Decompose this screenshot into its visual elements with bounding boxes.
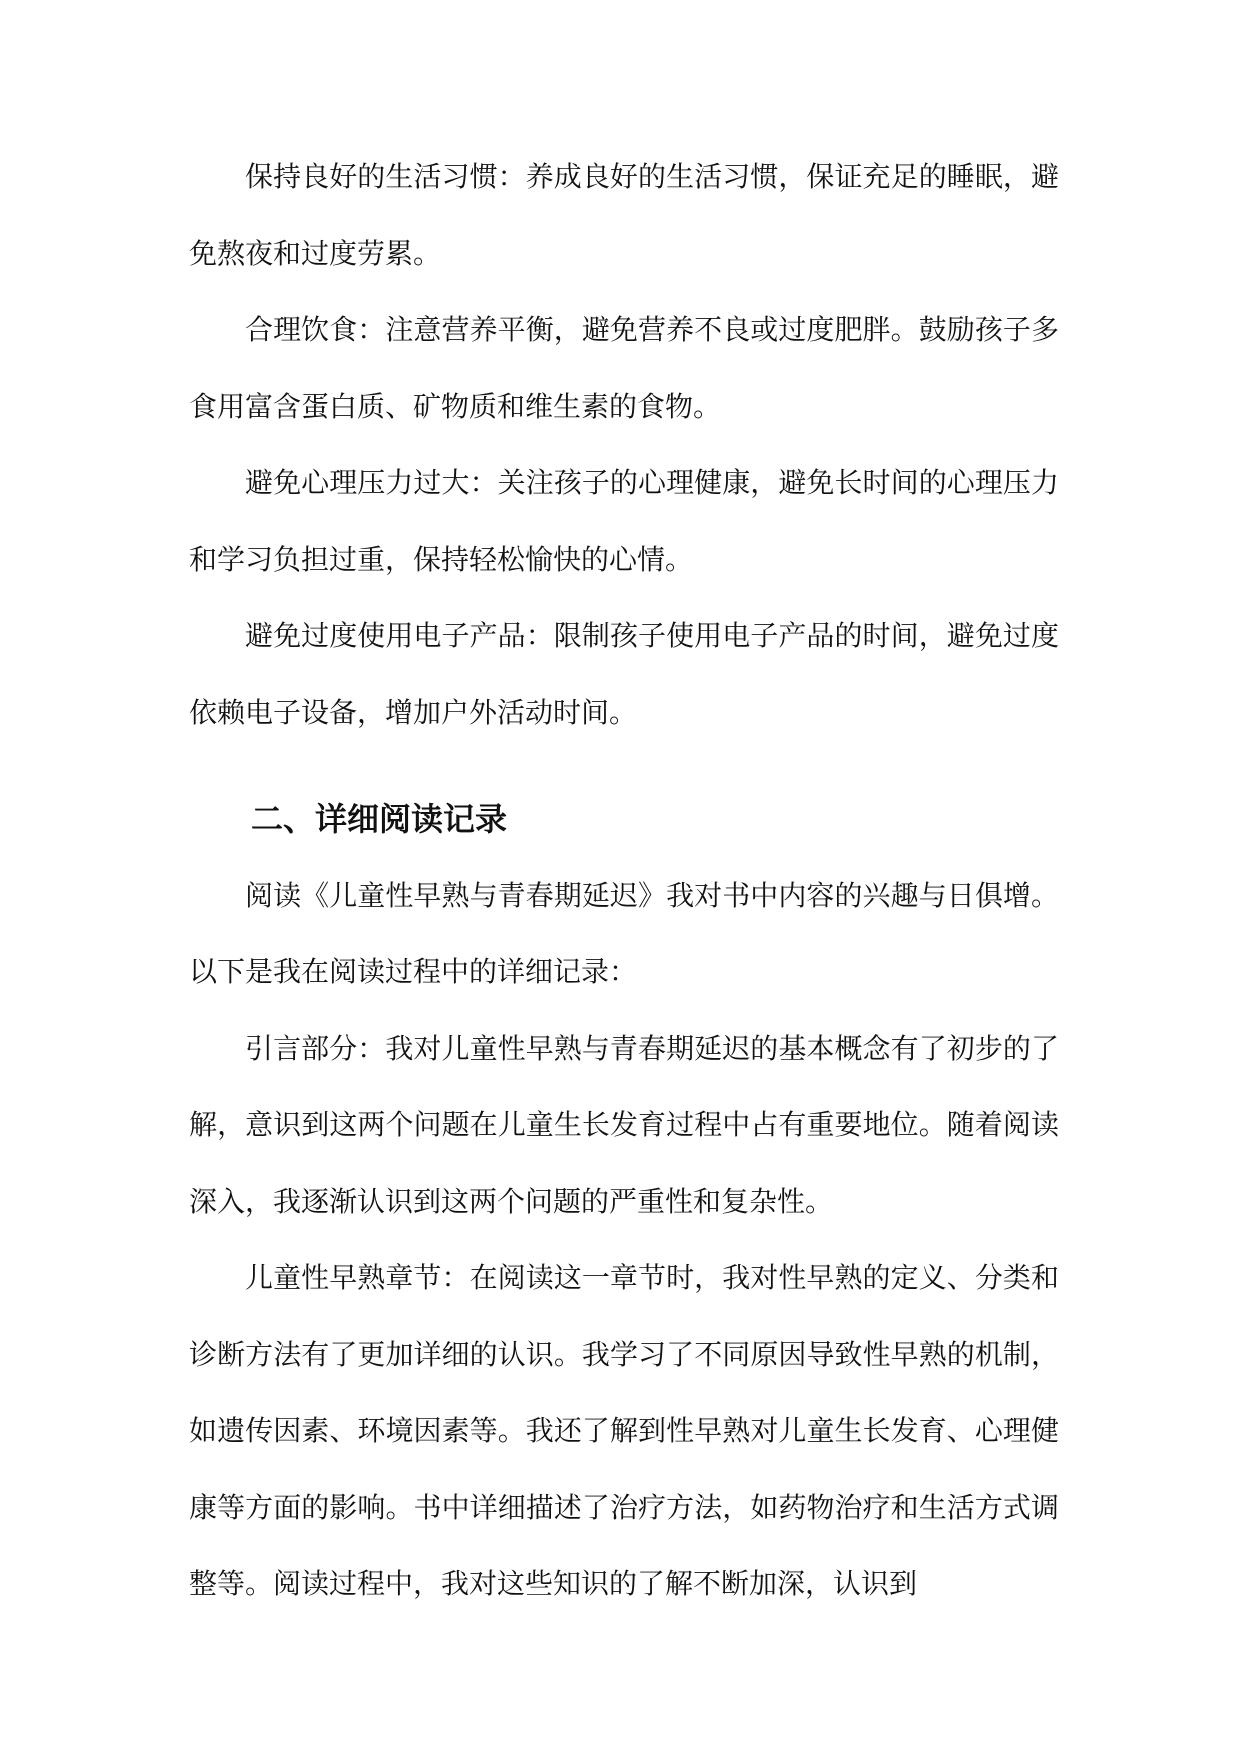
paragraph-reading-intro: 阅读《儿童性早熟与青春期延迟》我对书中内容的兴趣与日俱增。以下是我在阅读过程中的详细记录： <box>189 878 1059 988</box>
paragraph-psychological-stress: 避免心理压力过大：关注孩子的心理健康，避免长时间的心理压力和学习负担过重，保持轻松愉快的心情。 <box>189 466 1059 576</box>
section-heading: 二、详细阅读记录 <box>251 800 508 838</box>
paragraph-living-habits: 保持良好的生活习惯：养成良好的生活习惯，保证充足的睡眠，避免熬夜和过度劳累。 <box>189 160 1059 270</box>
paragraph-introduction-section: 引言部分：我对儿童性早熟与青春期延迟的基本概念有了初步的了解，意识到这两个问题在儿童生长发育过程中占有重要地位。随着阅读深入，我逐渐认识到这两个问题的严重性和复杂性。 <box>189 1031 1059 1218</box>
paragraph-diet: 合理饮食：注意营养平衡，避免营养不良或过度肥胖。鼓励孩子多食用富含蛋白质、矿物质和维生素的食物。 <box>189 313 1059 423</box>
paragraph-precocious-puberty-chapter: 儿童性早熟章节：在阅读这一章节时，我对性早熟的定义、分类和诊断方法有了更加详细的认识。我学习了不同原因导致性早熟的机制，如遗传因素、环境因素等。我还了解到性早熟对儿童生长发育、心理健康等方面的影响。书中详细描述了治疗方法，如药物治疗和生活方式调整等。阅读过程中，我对这些知识的了解不断加深，认识到 <box>189 1261 1059 1600</box>
paragraph-electronic-products: 避免过度使用电子产品：限制孩子使用电子产品的时间，避免过度依赖电子设备，增加户外活动时间。 <box>189 619 1059 729</box>
document-body <box>189 139 1059 1623</box>
